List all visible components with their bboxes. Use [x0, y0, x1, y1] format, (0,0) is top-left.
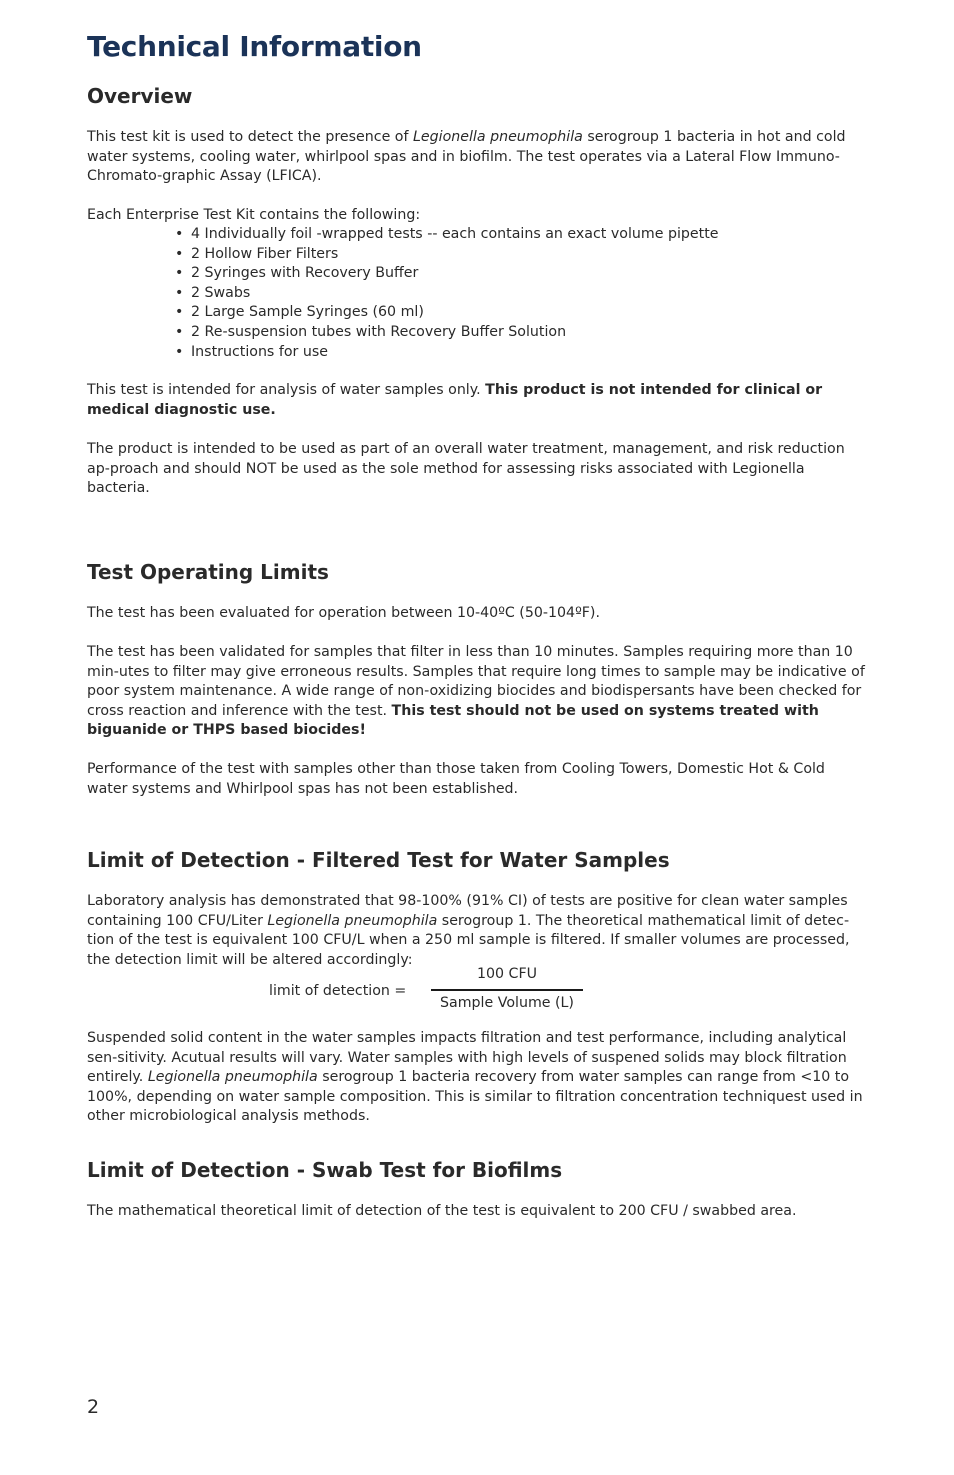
- text-run: This test kit is used to detect the presence of: [87, 129, 413, 145]
- swab-heading: Limit of Detection - Swab Test for Biofilms: [87, 1158, 563, 1182]
- text-run: serogroup 1. The theoretical mathematical limit of detec-tion of the test is equivalent 100 CFU/L when a 250 ml sample is filtered. If smaller volumes are processed, the detection limit will be altered accordingly:: [87, 912, 850, 968]
- formula-denominator: Sample Volume (L): [440, 995, 574, 1011]
- fraction-bar: [431, 989, 583, 991]
- swab-paragraph-1: The mathematical theoretical limit of detection of the test is equivalent to 200 CFU / swabbed area.: [87, 1203, 797, 1219]
- list-item: • 2 Swabs: [173, 284, 718, 304]
- formula-numerator: 100 CFU: [476, 966, 538, 982]
- text-run: This test is intended for analysis of water samples only.: [87, 382, 486, 398]
- list-item: • 2 Large Sample Syringes (60 ml): [173, 303, 718, 323]
- warning-text: This test should not be used on systems treated with biguanide or THPS based biocides!: [87, 702, 819, 739]
- overview-paragraph-1: [87, 128, 869, 187]
- filtered-paragraph-1: [87, 892, 869, 970]
- species-name: Legionella pneumophila: [147, 1069, 318, 1086]
- kit-intro: Each Enterprise Test Kit contains the following:: [87, 207, 421, 223]
- page-title: Technical Information: [87, 30, 422, 63]
- filtered-heading: Limit of Detection - Filtered Test for Water Samples: [87, 848, 670, 872]
- list-item: • 2 Hollow Fiber Filters: [173, 245, 718, 265]
- list-item: • Instructions for use: [173, 343, 718, 363]
- limits-heading: Test Operating Limits: [87, 560, 329, 584]
- kit-contents-list: [173, 225, 718, 362]
- filtered-paragraph-2: [87, 1029, 869, 1127]
- overview-heading: Overview: [87, 84, 193, 108]
- overview-paragraph-4: The product is intended to be used as part of an overall water treatment, management, and risk reduction ap-proach and should NOT be used as the sole method for assessing risks associated with Legionella bacteria.: [87, 441, 845, 497]
- species-name: Legionella pneumophila: [413, 129, 583, 145]
- list-item: • 4 Individually foil -wrapped tests -- each contains an exact volume pipette: [173, 225, 718, 245]
- species-name: Legionella pneumophila: [267, 912, 438, 929]
- page-number: 2: [87, 1396, 100, 1418]
- text-run: serogroup 1 bacteria recovery from water samples can range from <10 to 100%, depending on water sample composition. This is similar to filtration concentration techniquest used in other microbiological analysis methods.: [87, 1069, 863, 1125]
- limits-paragraph-3: Performance of the test with samples other than those taken from Cooling Towers, Domestic Hot & Cold water systems and Whirlpool spas has not been established.: [87, 761, 825, 797]
- formula-label: limit of detection =: [269, 983, 407, 999]
- list-item: • 2 Re-suspension tubes with Recovery Buffer Solution: [173, 323, 718, 343]
- warning-text: This product is not intended for clinical or medical diagnostic use.: [87, 382, 823, 418]
- text-run: serogroup 1 bacteria in hot and cold water systems, cooling water, whirlpool spas and in biofilm. The test operates via a Lateral Flow Immuno-Chromato-graphic Assay (LFICA).: [87, 129, 846, 185]
- limits-paragraph-1: The test has been evaluated for operation between 10-40ºC (50-104ºF).: [87, 605, 600, 621]
- text-run: Laboratory analysis has demonstrated that 98-100% (91% CI) of tests are positive for clean water samples containing 100 CFU/Liter: [87, 893, 848, 929]
- detection-limit-formula: [87, 963, 869, 1023]
- text-run: The test has been validated for samples that filter in less than 10 minutes. Samples requiring more than 10 min-utes to filter may give erroneous results. Samples that require long times to sample may be indicative of poor system maintenance. A wide range of non-oxidizing biocides and biodispersants have been checked for cross reaction and inference with the test.: [87, 644, 865, 719]
- limits-paragraph-2: [87, 643, 869, 741]
- text-run: Suspended solid content in the water samples impacts filtration and test performance, including analytical sen-sitivity. Acutual results will vary. Water samples with high levels of suspened solids may block filtration entirely.: [87, 1030, 847, 1086]
- list-item: • 2 Syringes with Recovery Buffer: [173, 264, 718, 284]
- overview-paragraph-3: [87, 381, 869, 420]
